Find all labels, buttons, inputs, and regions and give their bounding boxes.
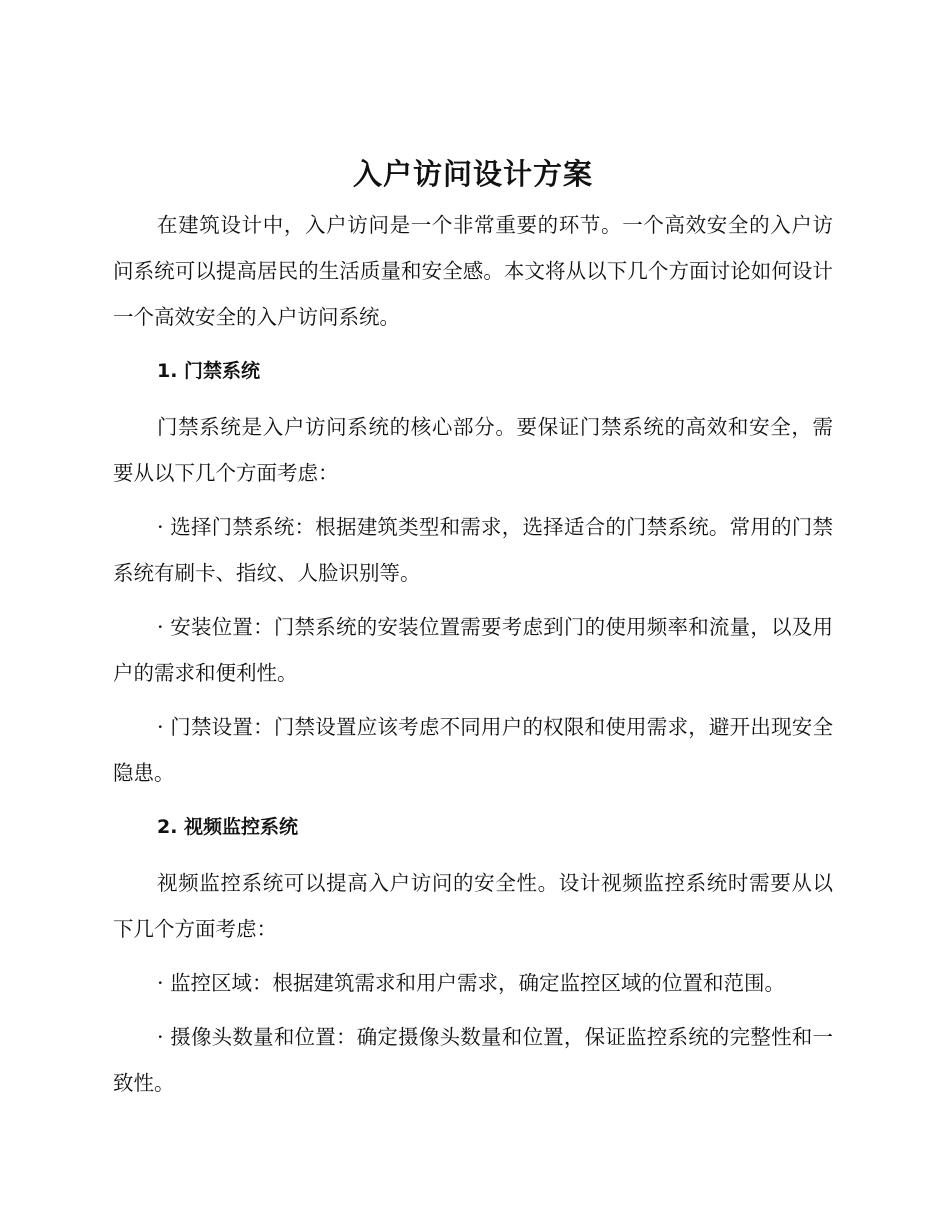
section-heading-access-control: 1. 门禁系统 [157,360,261,382]
document-page [113,150,833,1114]
document-title: 入户访问设计方案 [352,157,593,191]
section-body-access-control: 门禁系统是入户访问系统的核心部分。要保证门禁系统的高效和安全，需要从以下几个方面考虑： [113,415,833,485]
bullet-item: · 监控区域：根据建筑需求和用户需求，确定监控区域的位置和范围。 [157,971,786,995]
section-heading-video-surveillance: 2. 视频监控系统 [157,816,299,838]
section-body-video-surveillance: 视频监控系统可以提高入户访问的安全性。设计视频监控系统时需要从以下几个方面考虑： [113,871,833,941]
bullet-item: · 摄像头数量和位置：确定摄像头数量和位置，保证监控系统的完整性和一致性。 [113,1025,833,1095]
bullet-item: · 门禁设置：门禁设置应该考虑不同用户的权限和使用需求，避开出现安全隐患。 [113,715,833,785]
intro-paragraph: 在建筑设计中，入户访问是一个非常重要的环节。一个高效安全的入户访问系统可以提高居民的生活质量和安全感。本文将从以下几个方面讨论如何设计一个高效安全的入户访问系统。 [113,213,833,329]
bullet-item: · 选择门禁系统：根据建筑类型和需求，选择适合的门禁系统。常用的门禁系统有刷卡、指纹、人脸识别等。 [113,515,833,585]
bullet-item: · 安装位置：门禁系统的安装位置需要考虑到门的使用频率和流量，以及用户的需求和便利性。 [113,615,833,685]
